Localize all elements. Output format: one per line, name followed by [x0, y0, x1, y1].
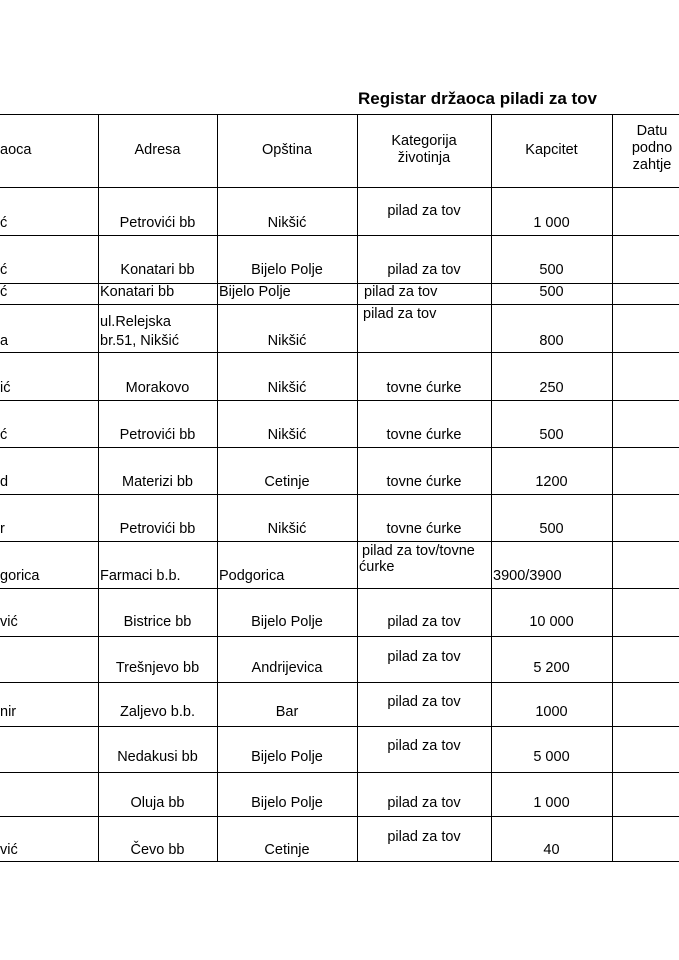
- header-category-line: životinja: [397, 150, 451, 166]
- header-address: Adresa: [134, 142, 181, 158]
- table-cell: 1200: [535, 474, 568, 490]
- header-date: [612, 123, 679, 174]
- table-cell: vić: [0, 614, 18, 630]
- table-cell: pilad za tov/tovne: [362, 543, 475, 559]
- table-cell: 500: [539, 427, 564, 443]
- table-cell: ul.Relejska: [100, 314, 171, 330]
- header-date-line: podno: [631, 140, 673, 156]
- table-cell: pilad za tov: [387, 795, 461, 811]
- table-border: [0, 726, 679, 727]
- table-cell: Petrovići bb: [119, 427, 196, 443]
- table-cell: 800: [539, 333, 564, 349]
- table-cell: Konatari bb: [120, 262, 195, 278]
- header-date-line: Datu: [636, 123, 668, 139]
- table-border: [0, 400, 679, 401]
- header-category: [357, 133, 491, 167]
- table-cell: 500: [539, 521, 564, 537]
- table-border: [0, 352, 679, 353]
- table-cell: Bistrice bb: [123, 614, 192, 630]
- table-border: [0, 304, 679, 305]
- table-cell: 250: [539, 380, 564, 396]
- table-cell: ć: [0, 427, 8, 443]
- table-cell: a: [0, 333, 9, 349]
- table-border: [0, 494, 679, 495]
- table-cell: Bijelo Polje: [251, 795, 323, 811]
- page-title: Registar držaoca piladi za tov: [358, 89, 598, 108]
- table-cell: nir: [0, 704, 17, 720]
- table-cell: ć: [0, 284, 8, 300]
- table-cell: 40: [543, 842, 560, 858]
- table-cell: Nikšić: [267, 380, 307, 396]
- table-cell: Trešnjevo bb: [115, 660, 200, 676]
- table-cell: Nedakusi bb: [117, 749, 198, 765]
- table-cell: pilad za tov: [363, 306, 437, 322]
- table-cell: Bijelo Polje: [219, 284, 291, 300]
- table-cell: Cetinje: [264, 474, 310, 490]
- table-cell: Morakovo: [125, 380, 190, 396]
- table-cell: Bijelo Polje: [251, 614, 323, 630]
- table-cell: 500: [539, 262, 564, 278]
- table-border: [0, 588, 679, 589]
- table-cell: Konatari bb: [100, 284, 175, 300]
- table-border: [0, 447, 679, 448]
- table-cell: pilad za tov: [387, 694, 461, 710]
- table-cell: 5 200: [533, 660, 570, 676]
- table-cell: Materizi bb: [122, 474, 193, 490]
- table-cell: tovne ćurke: [386, 474, 462, 490]
- table-border: [0, 187, 679, 188]
- header-category-line: Kategorija: [391, 133, 457, 149]
- table-cell: 10 000: [529, 614, 574, 630]
- table-border: [612, 114, 613, 862]
- table-cell: tovne ćurke: [386, 521, 462, 537]
- table-cell: pilad za tov: [387, 203, 461, 219]
- table-cell: Nikšić: [267, 521, 307, 537]
- table-cell: 3900/3900: [493, 568, 562, 584]
- header-date-line: zahtje: [632, 157, 672, 173]
- table-cell: ć: [0, 215, 8, 231]
- table-cell: Podgorica: [219, 568, 285, 584]
- table-cell: gorica: [0, 568, 40, 584]
- table-cell: Zaljevo b.b.: [120, 704, 195, 720]
- table-border: [0, 541, 679, 542]
- table-cell: Nikšić: [267, 333, 307, 349]
- table-border: [0, 861, 679, 862]
- table-cell: Farmaci b.b.: [100, 568, 181, 584]
- header-name: aoca: [0, 142, 32, 158]
- table-border: [0, 114, 679, 115]
- table-border: [0, 816, 679, 817]
- table-cell: vić: [0, 842, 18, 858]
- table-cell: pilad za tov: [387, 649, 461, 665]
- table-border: [0, 772, 679, 773]
- table-cell: Nikšić: [267, 215, 307, 231]
- header-municipality: Opština: [262, 142, 312, 158]
- table-border: [0, 235, 679, 236]
- table-cell: Bijelo Polje: [251, 262, 323, 278]
- table-border: [0, 636, 679, 637]
- table-cell: d: [0, 474, 9, 490]
- table-cell: Oluja bb: [130, 795, 185, 811]
- header-capacity: Kapcitet: [525, 142, 578, 158]
- table-border: [0, 682, 679, 683]
- table-cell: Bar: [275, 704, 299, 720]
- table-cell: r: [0, 521, 5, 537]
- table-cell: Cetinje: [264, 842, 310, 858]
- table-cell: Petrovići bb: [119, 215, 196, 231]
- table-cell: 1 000: [533, 215, 570, 231]
- table-cell: pilad za tov: [387, 262, 461, 278]
- table-cell: Petrovići bb: [119, 521, 196, 537]
- table-cell: pilad za tov: [387, 614, 461, 630]
- table-cell: pilad za tov: [387, 829, 461, 845]
- table-cell: br.51, Nikšić: [100, 333, 179, 349]
- table-cell: ć: [0, 262, 8, 278]
- table-cell: tovne ćurke: [386, 427, 462, 443]
- table-cell: 1000: [535, 704, 568, 720]
- table-cell: Čevo bb: [130, 842, 185, 858]
- table-cell: Bijelo Polje: [251, 749, 323, 765]
- table-cell: ćurke: [359, 559, 395, 575]
- table-cell: pilad za tov: [387, 738, 461, 754]
- table-cell: 500: [539, 284, 564, 300]
- table-cell: 5 000: [533, 749, 570, 765]
- table-cell: pilad za tov: [364, 284, 438, 300]
- table-cell: Nikšić: [267, 427, 307, 443]
- table-cell: 1 000: [533, 795, 570, 811]
- table-cell: tovne ćurke: [386, 380, 462, 396]
- table-cell: Andrijevica: [251, 660, 323, 676]
- table-cell: ić: [0, 380, 11, 396]
